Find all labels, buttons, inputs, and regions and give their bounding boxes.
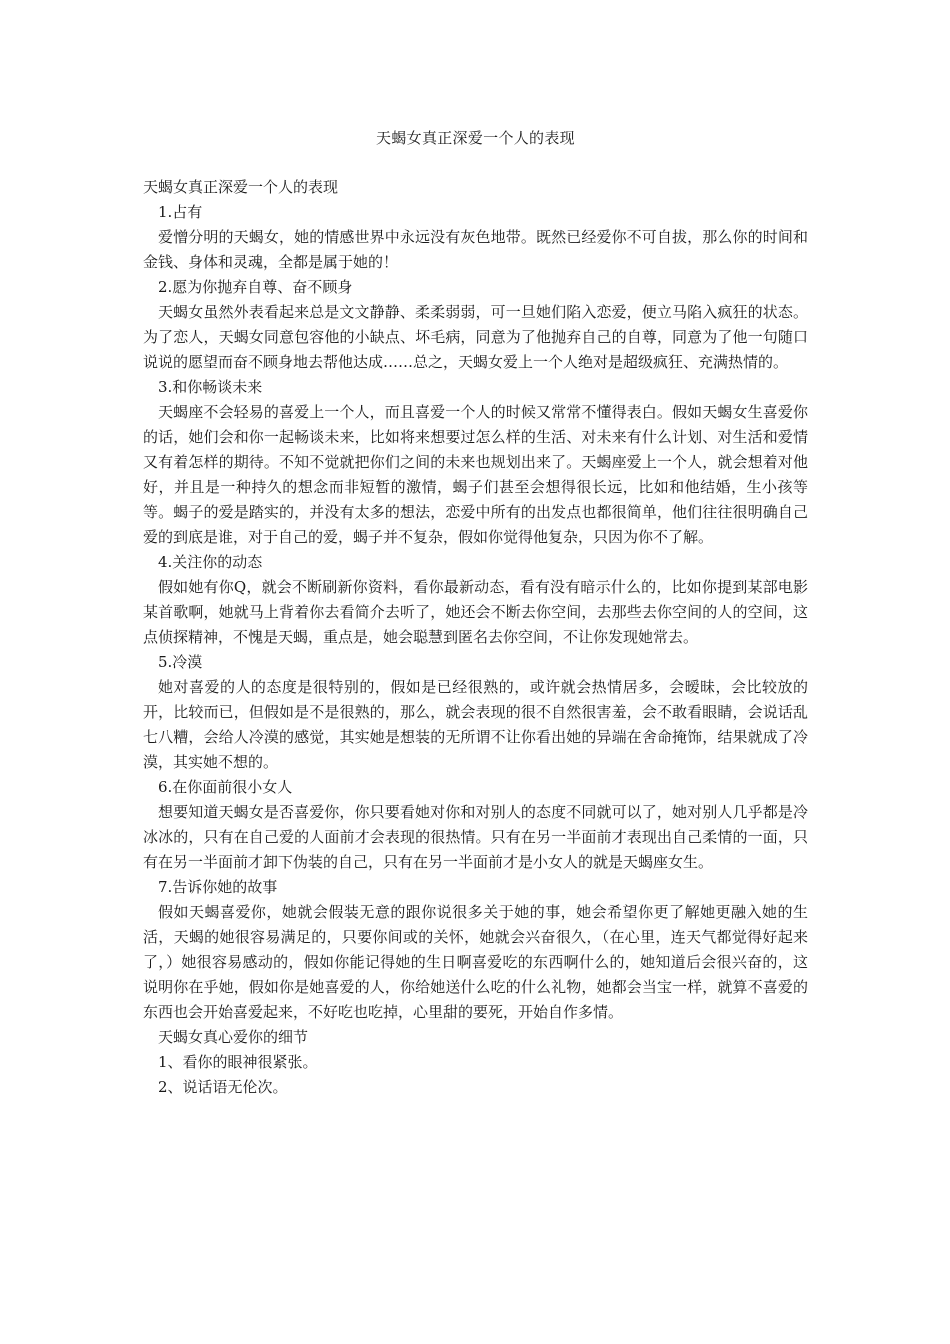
paragraph: 天蝎座不会轻易的喜爱上一个人，而且喜爱一个人的时候又常常不懂得表白。假如天蝎女生喜爱你的话，她们会和你一起畅谈未来，比如将来想要过怎么样的生活、对未来有什么计划、对生活和爱情又有着怎样的期待。不知不觉就把你们之间的未来也规划出来了。天蝎座爱上一个人，就会想着对他好，并且是一种持久的想念而非短暂的激情，蝎子们甚至会想得很长远，比如和他结婚，生小孩等等。蝎子的爱是踏实的，并没有太多的想法，恋爱中所有的出发点也都很简单，他们往往很明确自己爱的到底是谁，对于自己的爱，蝎子并不复杂，假如你觉得他复杂，只因为你不了解。 [143, 403, 808, 546]
paragraph: 7.告诉你她的故事 [158, 878, 278, 896]
document-title: 天蝎女真正深爱一个人的表现 [376, 129, 575, 147]
paragraph: 假如她有你Q，就会不断刷新你资料，看你最新动态，看有没有暗示什么的，比如你提到某部电影某首歌啊，她就马上背着你去看简介去听了，她还会不断去你空间，去那些去你空间的人的空间，这点侦探精神，不愧是天蝎，重点是，她会聪慧到匿名去你空间，不让你发现她常去。 [143, 578, 808, 646]
paragraph: 想要知道天蝎女是否喜爱你，你只要看她对你和对别人的态度不同就可以了，她对别人几乎都是冷冰冰的，只有在自己爱的人面前才会表现的很热情。只有在另一半面前才表现出自己柔情的一面，只有在另一半面前才卸下伪装的自己，只有在另一半面前才是小女人的就是天蝎座女生。 [143, 803, 808, 871]
paragraph: 天蝎女虽然外表看起来总是文文静静、柔柔弱弱，可一旦她们陷入恋爱，便立马陷入疯狂的状态。为了恋人，天蝎女同意包容他的小缺点、坏毛病，同意为了他抛弃自己的自尊，同意为了他一句随口说说的愿望而奋不顾身地去帮他达成……总之，天蝎女爱上一个人绝对是超级疯狂、充满热情的。 [143, 303, 808, 371]
document-body [143, 175, 808, 1100]
paragraph: 3.和你畅谈未来 [158, 378, 263, 396]
paragraph: 假如天蝎喜爱你，她就会假装无意的跟你说很多关于她的事，她会希望你更了解她更融入她的生活，天蝎的她很容易满足的，只要你间或的关怀，她就会兴奋很久，（在心里，连天气都觉得好起来了，）她很容易感动的，假如你能记得她的生日啊喜爱吃的东西啊什么的，她知道后会很兴奋的，这说明你在乎她，假如你是她喜爱的人，你给她送什么吃的什么礼物，她都会当宝一样，就算不喜爱的东西也会开始喜爱起来，不好吃也吃掉，心里甜的要死，开始自作多情。 [143, 903, 808, 1021]
paragraph: 5.冷漠 [158, 653, 203, 671]
paragraph: 爱憎分明的天蝎女，她的情感世界中永远没有灰色地带。既然已经爱你不可自拔，那么你的时间和金钱、身体和灵魂，全都是属于她的！ [143, 228, 808, 271]
document-heading: 天蝎女真正深爱一个人的表现 [143, 178, 339, 196]
paragraph: 1.占有 [158, 203, 203, 221]
paragraph: 6.在你面前很小女人 [158, 778, 293, 796]
paragraph: 2、说话语无伦次。 [158, 1078, 288, 1096]
paragraph: 1、看你的眼神很紧张。 [158, 1053, 318, 1071]
paragraph: 4.关注你的动态 [158, 553, 263, 571]
paragraph: 她对喜爱的人的态度是很特别的，假如是已经很熟的，或许就会热情居多，会暧昧，会比较放的开，比较而已，但假如是不是很熟的，那么，就会表现的很不自然很害羞，会不敢看眼睛，会说话乱七八糟，会给人冷漠的感觉，其实她是想装的无所谓不让你看出她的异端在舍命掩饰，结果就成了冷漠，其实她不想的。 [143, 678, 808, 771]
paragraph: 2.愿为你抛弃自尊、奋不顾身 [158, 278, 353, 296]
paragraph: 天蝎女真心爱你的细节 [158, 1028, 309, 1046]
